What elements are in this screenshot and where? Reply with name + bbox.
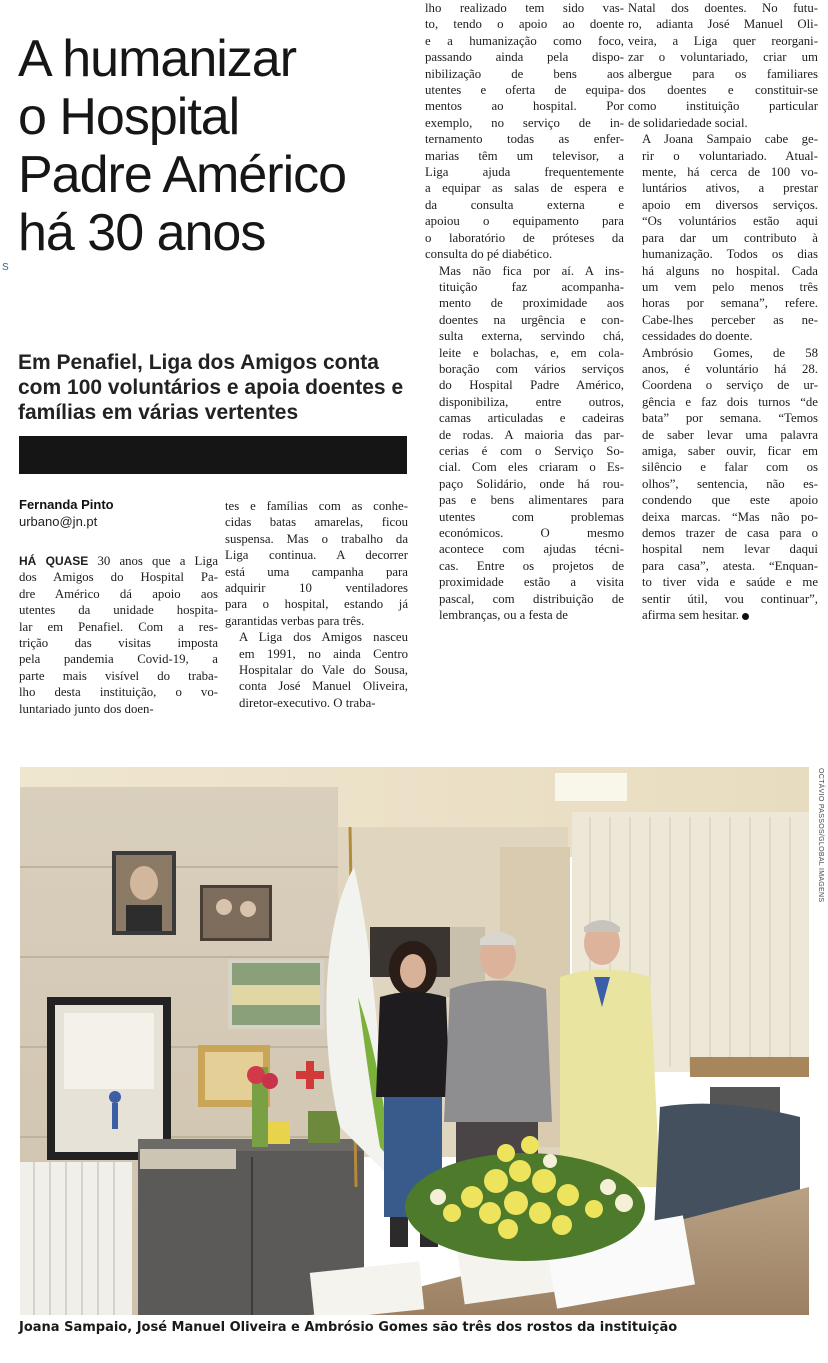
text-line: rir o voluntariado. Atual-	[642, 148, 818, 163]
text-line: ro, adianta José Manuel Oli-	[628, 17, 818, 32]
text-line: A Liga dos Amigos nasceu	[239, 630, 408, 645]
text-line: para o hospital, estando já	[225, 597, 408, 612]
text-line: silêncio e falar com os	[642, 460, 818, 475]
text-line: cial. Com eles criaram o Es-	[439, 460, 624, 475]
text-line: tes e famílias com as conhe-	[225, 499, 408, 513]
text-line: trição das visitas imposta	[19, 636, 218, 651]
text-line	[19, 553, 218, 569]
text-line: acontece com ajudas técni-	[439, 542, 624, 557]
headline-line: A humanizar	[18, 30, 297, 88]
text-line: ternamento todas as enfer-	[425, 132, 624, 147]
text-line: está uma campanha para	[225, 564, 408, 579]
text-line: apoio em diversos serviços.	[642, 197, 818, 212]
text-segment: 30 anos que a Liga	[88, 554, 219, 568]
article-column-4	[628, 0, 818, 623]
text-line: to tiver vida e saúde e me	[642, 575, 818, 590]
text-line: da consulta externa e	[425, 197, 624, 212]
text-line: económicos. O mesmo	[439, 526, 624, 540]
text-line: e a humanização como foco,	[425, 33, 624, 48]
text-line: dre Américo dá apoio aos	[19, 586, 218, 601]
text-line: to, tendo o apoio ao doente	[425, 17, 624, 32]
text-line: veira, a Liga quer reorgani-	[628, 33, 818, 48]
text-line: suspensa. Mas o trabalho da	[225, 531, 408, 546]
text-line: utentes e oferta de equipa-	[425, 83, 624, 98]
text-line: Liga continua. A decorrer	[225, 548, 408, 563]
text-line: como instituição particular	[628, 99, 818, 114]
article-column-2	[225, 498, 408, 711]
text-line: Hospitalar do Vale do Sousa,	[239, 663, 408, 678]
headline-line: o Hospital	[18, 88, 240, 146]
text-line: Coordena o serviço de ur-	[642, 378, 818, 393]
text-line: cidas batas amarelas, ficou	[225, 515, 408, 530]
text-line: amiga, saber ouvir, ficar em	[642, 443, 818, 458]
end-of-article-icon	[742, 613, 749, 620]
text-line: em 1991, no ainda Centro	[239, 646, 408, 661]
text-line: para dar um contributo à	[642, 230, 818, 245]
text-line: utentes com problemas	[439, 509, 624, 524]
text-line: A Joana Sampaio cabe ge-	[642, 132, 818, 147]
text-line: Liga ajuda frequentemente	[425, 165, 624, 180]
article-paragraph	[19, 553, 218, 717]
article-paragraph	[628, 0, 818, 131]
headline	[18, 30, 418, 262]
text-line: utentes da unidade hospita-	[19, 603, 218, 618]
article-column-3	[425, 0, 624, 623]
author-email[interactable]: urbano@jn.pt	[19, 514, 98, 529]
text-line: a equipar as salas de espera e	[425, 181, 624, 196]
text-line: passando ainda pela dispo-	[425, 50, 624, 65]
text-line: proximidade estão a visita	[439, 575, 624, 590]
text-line: para casa”, atesta. “Enquan-	[642, 558, 818, 573]
article-paragraph	[425, 0, 624, 263]
text-line: marias têm um televisor, a	[425, 148, 624, 163]
text-line: um vem pelo menos três	[642, 279, 818, 294]
text-line: “Os voluntários estão aqui	[642, 214, 818, 229]
text-line: luntariado junto dos doen-	[19, 701, 154, 716]
article-paragraph	[425, 263, 624, 624]
text-line: sentir útil, vou continuar”,	[642, 591, 818, 606]
text-line: deixa marcas. “Mas não po-	[642, 509, 818, 524]
text-line: dos doentes e constituir-se	[628, 83, 818, 98]
text-line: boração com vários serviços	[439, 361, 624, 376]
text-line: paço Solidário, onde há rou-	[439, 476, 624, 491]
text-line: luntários ativos, a prestar	[642, 181, 818, 196]
lead-in: HÁ QUASE	[19, 554, 89, 568]
text-line: olhos”, sentencia, não es-	[642, 476, 818, 491]
text-line: cas. Entre os projetos de	[439, 558, 624, 573]
text-line: horas por semana”, refere.	[642, 296, 818, 311]
text-line: do Hospital Padre Américo,	[439, 378, 624, 393]
article-paragraph	[225, 498, 408, 629]
text-line: Natal dos doentes. No futu-	[628, 1, 818, 15]
text-line: Cabe-lhes perceber as ne-	[642, 312, 818, 327]
text-line: leite e bolachas, e, em cola-	[439, 345, 624, 360]
text-line: pela pandemia Covid-19, a	[19, 652, 218, 667]
text-line: Mas não fica por aí. A ins-	[439, 263, 624, 278]
text-line: camas articuladas e cadeiras	[439, 411, 624, 426]
text-line: bata” por semana. “Temos	[642, 411, 818, 426]
text-line: de saber levar uma palavra	[642, 427, 818, 442]
text-line: o laboratório de próteses da	[425, 230, 624, 245]
text-line: nibilização de bens aos	[425, 66, 624, 81]
text-line: lho desta instituição, o vo-	[19, 685, 218, 700]
text-line: gência e faz dois turnos “de	[642, 394, 818, 409]
text-line: de solidariedade social.	[628, 115, 748, 130]
article-paragraph	[628, 131, 818, 344]
article-paragraph	[628, 345, 818, 624]
text-line: condendo que este apoio	[642, 493, 818, 508]
text-line: humanização. Todos os dias	[642, 247, 818, 262]
text-line: parte mais visível do traba-	[19, 668, 218, 683]
text-line: dos Amigos do Hospital Pa-	[19, 570, 218, 585]
subheadline: Em Penafiel, Liga dos Amigos conta com 100 voluntários e apoia doentes e famílias em várias vertentes	[18, 351, 404, 424]
redaction-bar	[19, 436, 407, 474]
text-line: garantidas verbas para três.	[225, 613, 365, 628]
text-line: adquirir 10 ventiladores	[225, 581, 408, 596]
text-line: pas e bens alimentares para	[439, 493, 624, 508]
text-line: lho realizado tem sido vas-	[425, 1, 624, 15]
text-line: hospital nem levar daqui	[642, 542, 818, 557]
article-photo	[20, 767, 809, 1315]
author-name: Fernanda Pinto	[19, 497, 114, 512]
text-line: Ambrósio Gomes, de 58	[642, 345, 818, 360]
text-line: doentes na urgência e con-	[439, 312, 624, 327]
article-paragraph	[225, 629, 408, 711]
photo-illustration	[20, 767, 809, 1315]
text-line: cerias é com o Serviço So-	[439, 443, 624, 458]
text-line: pascal, com distribuição de	[439, 591, 624, 606]
text-line: mentos ao hospital. Por	[425, 99, 624, 114]
text-line: zar o voluntariado, criar um	[628, 50, 818, 65]
text-line: anos, é voluntário há 28.	[642, 361, 818, 376]
text-line: sulta externa, servindo chá,	[439, 329, 624, 344]
text-line: disponibiliza, entre outros,	[439, 394, 624, 409]
text-line: lar em Penafiel. Com a res-	[19, 619, 218, 634]
text-line: conta José Manuel Oliveira,	[239, 679, 408, 694]
text-line: tituição faz acompanha-	[439, 279, 624, 294]
photo-caption: Joana Sampaio, José Manuel Oliveira e Ambrósio Gomes são três dos rostos da instituição	[19, 1320, 678, 1335]
text-line: diretor-executivo. O traba-	[239, 695, 376, 710]
text-line: exemplo, no serviço de in-	[425, 115, 624, 130]
text-line: cessidades do doente.	[642, 329, 753, 344]
text-line: mente, há cerca de 100 vo-	[642, 165, 818, 180]
headline-line: Padre Américo	[18, 146, 347, 204]
text-line: lembranças, ou a festa de	[439, 608, 568, 623]
text-line: demos trazer de casa para o	[642, 526, 818, 540]
headline-line: há 30 anos	[18, 204, 266, 262]
text-line: albergue para os familiares	[628, 66, 818, 81]
byline	[19, 497, 209, 529]
text-line: mento de proximidade aos	[439, 296, 624, 311]
article-column-1	[19, 553, 218, 717]
text-line: consulta do pé diabético.	[425, 247, 553, 262]
text-line: há alguns no hospital. Cada	[642, 263, 818, 278]
text-line: afirma sem hesitar.	[628, 607, 818, 623]
photo-credit: OCTÁVIO PASSOS/GLOBAL IMAGENS	[817, 768, 824, 903]
text-line: de rodas. A maioria das par-	[439, 427, 624, 442]
text-line: apoiou o equipamento para	[425, 214, 624, 229]
margin-mark: S	[2, 262, 9, 273]
